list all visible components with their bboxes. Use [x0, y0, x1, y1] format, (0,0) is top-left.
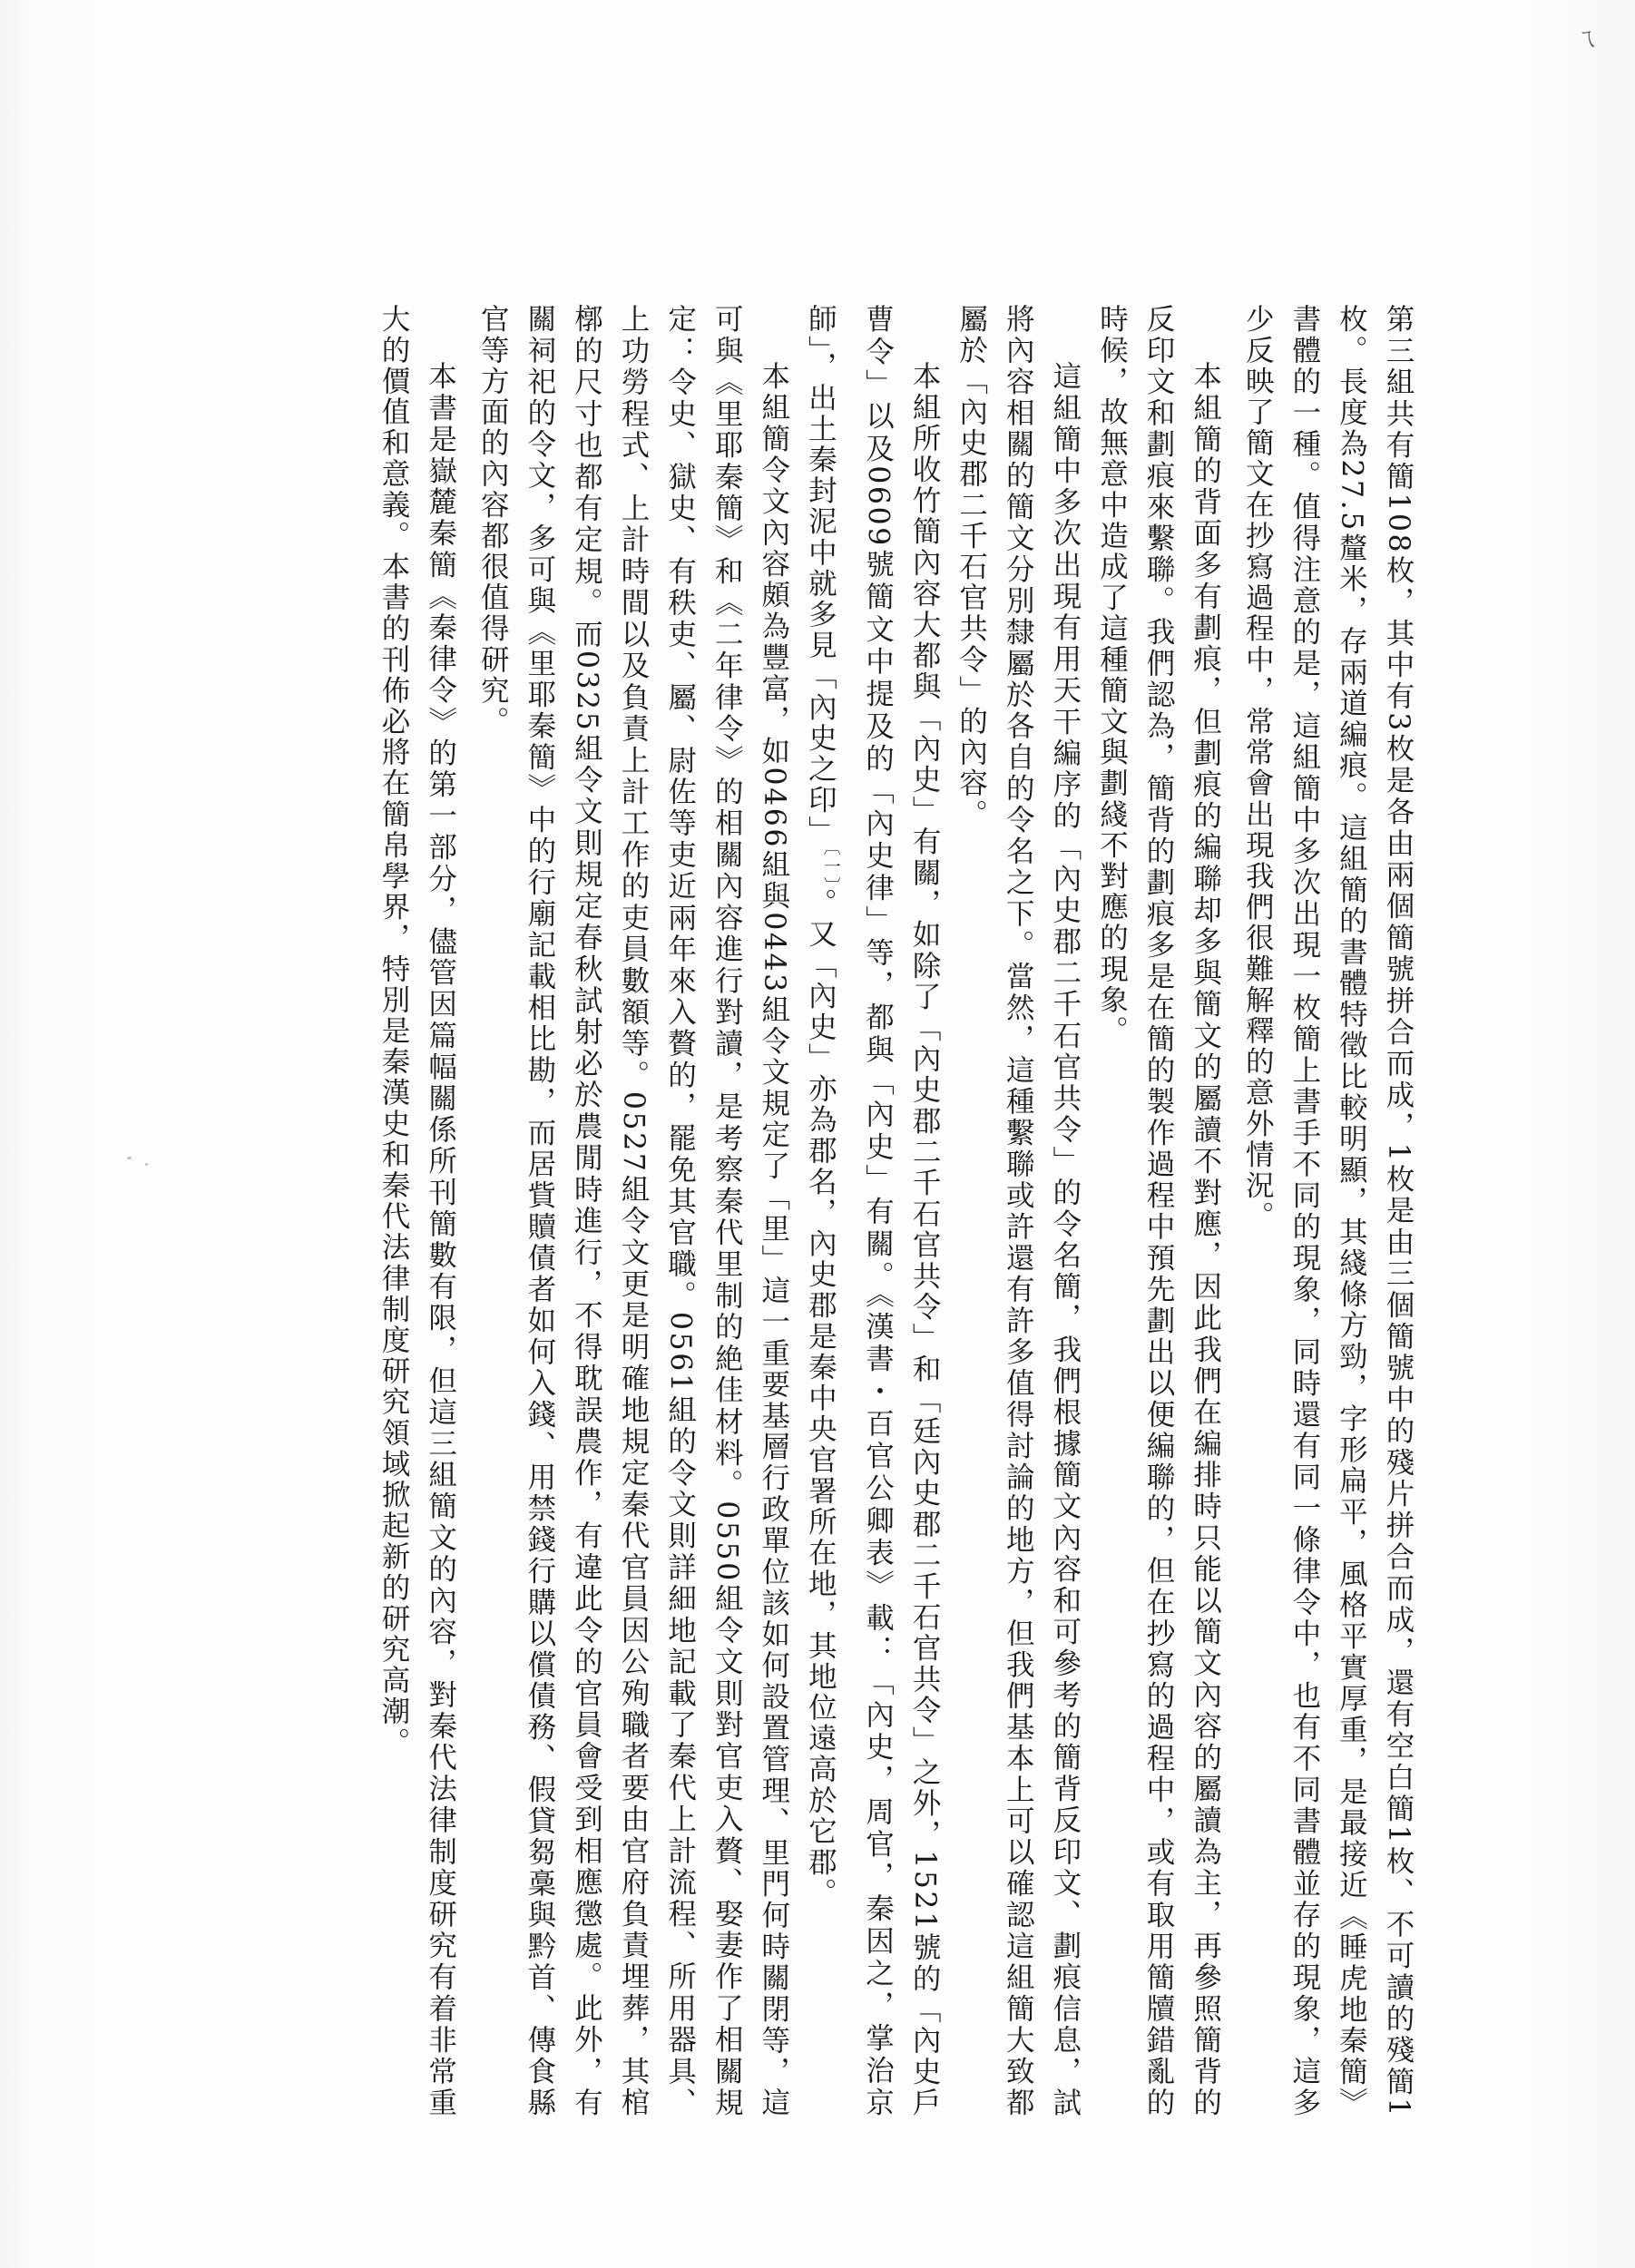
corner-mark: ㄟ [1574, 25, 1599, 53]
footnote-marker: 〔一〕 [820, 846, 841, 888]
paragraph-1: 第三組共有簡108枚，其中有3枚是各由兩個簡號拼合而成，1枚是由三個簡號中的殘片拼合而成，還有空白簡1枚、不可讀的殘簡1枚。長度為27.5釐米，存兩道編痕。這組簡的書體特徵比較明顯，其綫條方勁，字形扁平，風格平實厚重，是最接近《睡虎地秦簡》書體的一種。值得注意的是，這組簡中多次出現一枚簡上書手不同的現象，同時還有同一條律令中，也有不同書體並存的現象，這多少反映了簡文在抄寫過程中，常常會出現我們很難解釋的意外情況。 [1241, 304, 1415, 2118]
paragraph-2: 本組簡的背面多有劃痕，但劃痕的編聯却多與簡文的屬讀不對應，因此我們在編排時只能以簡文內容的屬讀為主，再參照簡背的反印文和劃痕來繫聯。我們認為，簡背的劃痕多是在簡的製作過程中預先劃出以便編聯的，但在抄寫的過程中，或有取用簡牘錯亂的時候，故無意中造成了這種簡文與劃綫不對應的現象。 [1095, 304, 1222, 2118]
paragraph-5: 本組簡令文內容頗為豐富，如0466組與0443組令文規定了「里」這一重要基層行政單位該如何設置管理、里門何時關閉等，這可與《里耶秦簡》和《二年律令》的相關內容進行對讀，是考察秦代里制的絶佳材料。0550組令文則對官吏入贅、娶妻作了相關規定：令史、獄史、有秩吏、屬、尉佐等吏近兩年來入贅的，罷免其官職。0561組的令文則詳細地記載了秦代上計流程、所用器具、上功勞程式、上計時間以及負責上計工作的吏員數額等。0527組令文更是明確地規定秦代官員因公殉職者要由官府負責埋葬，其棺槨的尺寸也都有定規。而0325組令文則規定春秋試射必於農閒時進行，不得耽誤農作，有違此令的官員會受到相應懲處。此外，有關祠祀的令文，多可與《里耶秦簡》中的行廟記載相比勘，而居貲贖債者如何入錢、用禁錢行購以償債務、假貸芻稾與黔首、傳食縣官等方面的內容都很值得研究。 [476, 304, 790, 2118]
paragraph-4-body: 本組所收竹簡內容大都與「內史」有關，如除了「內史郡二千石官共令」和「廷內史郡二千石官共令」之外，1521號的「內史戶曹令」以及0609號簡文中提及的「內史律」等，都與「內史」有關。《漢書・百官公卿表》載：「內史，周官，秦因之，掌治京師」，出土秦封泥中就多見「內史之印」 [804, 304, 942, 2118]
paragraph-4-tail: 。又「內史」亦為郡名，內史郡是秦中央官署所在地，其地位遠高於它郡。 [804, 887, 837, 1909]
scan-speck [145, 1163, 148, 1166]
paragraph-gap [464, 304, 469, 2118]
paragraph-6: 本書是嶽麓秦簡《秦律令》的第一部分，儘管因篇幅關係所刊簡數有限，但這三組簡文的內容，對秦代法律制度研究有着非常重大的價值和意義。本書的刊佈必將在簡帛學界，特別是秦漢史和秦代法律制度研究領域掀起新的研究高潮。 [377, 304, 457, 2118]
paragraph-3: 這組簡中多次出現有用天干編序的「內史郡二千石官共令」的令名簡，我們根據簡文內容和可參考的簡背反印文、劃痕信息，試將內容相關的簡文分別隸屬於各自的令名之下。當然，這種繫聯或許還有許多值得討論的地方，但我們基本上可以確認這組簡大致都屬於「內史郡二千石官共令」的內容。 [955, 304, 1082, 2118]
paragraph-gap [1229, 304, 1234, 2118]
scan-speck [127, 1157, 132, 1159]
paragraph-4 [797, 304, 947, 2118]
vertical-text-body [205, 304, 1421, 2118]
